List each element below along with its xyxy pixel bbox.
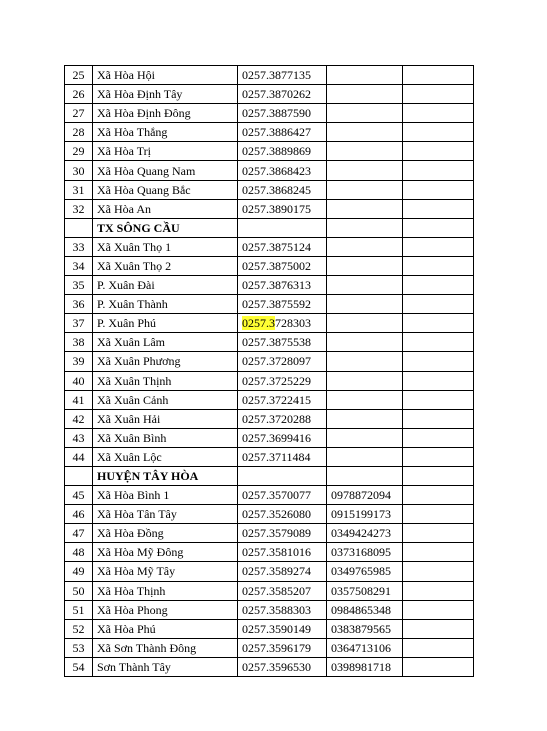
phone1-cell: 0257.3875538 — [238, 333, 327, 352]
note-cell — [403, 180, 474, 199]
note-cell — [403, 390, 474, 409]
unit-name-cell: Xã Hòa An — [93, 199, 238, 218]
unit-name-cell: Xã Hòa Định Tây — [93, 85, 238, 104]
unit-name-cell: Xã Xuân Thọ 1 — [93, 237, 238, 256]
phone1-cell — [238, 218, 327, 237]
table-row — [65, 142, 474, 161]
stt-cell: 54 — [65, 657, 93, 676]
phone1-cell: 0257.3588303 — [238, 600, 327, 619]
phone1-cell: 0257.3596179 — [238, 638, 327, 657]
stt-cell: 26 — [65, 85, 93, 104]
phone2-cell — [327, 180, 403, 199]
stt-cell: 47 — [65, 524, 93, 543]
unit-name-cell: Xã Xuân Lộc — [93, 447, 238, 466]
note-cell — [403, 256, 474, 275]
note-cell — [403, 371, 474, 390]
phone1-cell: 0257.3875124 — [238, 237, 327, 256]
table-row — [65, 657, 474, 676]
section-title: TX SÔNG CẦU — [93, 218, 238, 237]
unit-name-cell: Xã Hòa Đồng — [93, 524, 238, 543]
phone2-cell — [327, 237, 403, 256]
note-cell — [403, 543, 474, 562]
stt-cell: 43 — [65, 428, 93, 447]
unit-name-cell: Sơn Thành Tây — [93, 657, 238, 676]
stt-cell: 48 — [65, 543, 93, 562]
stt-cell: 33 — [65, 237, 93, 256]
phone1-cell: 0257.3711484 — [238, 447, 327, 466]
note-cell — [403, 352, 474, 371]
phone1-cell: 0257.3887590 — [238, 104, 327, 123]
unit-name-cell: Xã Hòa Định Đông — [93, 104, 238, 123]
unit-name-cell: P. Xuân Phú — [93, 314, 238, 333]
stt-cell: 52 — [65, 619, 93, 638]
phone1-cell — [238, 466, 327, 485]
stt-cell: 36 — [65, 295, 93, 314]
table-row — [65, 237, 474, 256]
unit-name-cell: Xã Xuân Lâm — [93, 333, 238, 352]
table-row — [65, 66, 474, 85]
phone1-cell: 0257.3890175 — [238, 199, 327, 218]
phone2-cell — [327, 409, 403, 428]
phone1-cell: 0257.3720288 — [238, 409, 327, 428]
phone2-cell — [327, 390, 403, 409]
unit-name-cell: Xã Hòa Tân Tây — [93, 505, 238, 524]
unit-name-cell: Xã Hòa Quang Bắc — [93, 180, 238, 199]
stt-cell: 46 — [65, 505, 93, 524]
phone2-cell — [327, 276, 403, 295]
table-row — [65, 562, 474, 581]
phone1-highlight: 0257.3 — [242, 316, 275, 331]
stt-cell: 39 — [65, 352, 93, 371]
stt-cell: 40 — [65, 371, 93, 390]
unit-name-cell: Xã Hòa Mỹ Đông — [93, 543, 238, 562]
unit-name-cell: P. Xuân Thành — [93, 295, 238, 314]
stt-cell: 29 — [65, 142, 93, 161]
table-row — [65, 505, 474, 524]
stt-cell: 50 — [65, 581, 93, 600]
section-title: HUYỆN TÂY HÒA — [93, 466, 238, 485]
phone2-cell — [327, 161, 403, 180]
note-cell — [403, 638, 474, 657]
section-header-row — [65, 218, 474, 237]
note-cell — [403, 314, 474, 333]
phone-directory-table — [64, 65, 474, 677]
phone2-cell — [327, 428, 403, 447]
stt-cell — [65, 466, 93, 485]
phone1-cell: 0257.3728097 — [238, 352, 327, 371]
note-cell — [403, 409, 474, 428]
table-row — [65, 524, 474, 543]
phone1-cell: 0257.3868423 — [238, 161, 327, 180]
stt-cell: 42 — [65, 409, 93, 428]
phone2-cell: 0915199173 — [327, 505, 403, 524]
table-row — [65, 390, 474, 409]
note-cell — [403, 486, 474, 505]
note-cell — [403, 218, 474, 237]
phone2-cell — [327, 256, 403, 275]
note-cell — [403, 85, 474, 104]
table-row — [65, 199, 474, 218]
note-cell — [403, 142, 474, 161]
note-cell — [403, 447, 474, 466]
table-row — [65, 85, 474, 104]
phone1-cell: 0257.3722415 — [238, 390, 327, 409]
unit-name-cell: Xã Xuân Thịnh — [93, 371, 238, 390]
phone2-cell: 0978872094 — [327, 486, 403, 505]
stt-cell: 53 — [65, 638, 93, 657]
unit-name-cell: Xã Hòa Thắng — [93, 123, 238, 142]
table-row — [65, 295, 474, 314]
phone1-cell: 0257.3579089 — [238, 524, 327, 543]
unit-name-cell: Xã Xuân Thọ 2 — [93, 256, 238, 275]
table-row — [65, 619, 474, 638]
phone2-cell: 0357508291 — [327, 581, 403, 600]
unit-name-cell: Xã Xuân Phương — [93, 352, 238, 371]
phone1-cell: 0257.3875592 — [238, 295, 327, 314]
phone1-cell: 0257.3699416 — [238, 428, 327, 447]
stt-cell: 34 — [65, 256, 93, 275]
note-cell — [403, 505, 474, 524]
phone1-rest: 728303 — [275, 316, 311, 331]
phone1-cell: 0257.3585207 — [238, 581, 327, 600]
phone2-cell — [327, 295, 403, 314]
phone2-cell — [327, 447, 403, 466]
phone2-cell — [327, 314, 403, 333]
stt-cell: 35 — [65, 276, 93, 295]
note-cell — [403, 66, 474, 85]
table-row — [65, 314, 474, 333]
stt-cell: 30 — [65, 161, 93, 180]
table-row — [65, 123, 474, 142]
note-cell — [403, 161, 474, 180]
unit-name-cell: P. Xuân Đài — [93, 276, 238, 295]
note-cell — [403, 581, 474, 600]
table-row — [65, 600, 474, 619]
stt-cell: 32 — [65, 199, 93, 218]
table-row — [65, 581, 474, 600]
phone2-cell: 0984865348 — [327, 600, 403, 619]
phone2-cell — [327, 85, 403, 104]
stt-cell: 44 — [65, 447, 93, 466]
table-row — [65, 447, 474, 466]
phone1-cell: 0257.3581016 — [238, 543, 327, 562]
stt-cell: 45 — [65, 486, 93, 505]
section-header-row — [65, 466, 474, 485]
phone2-cell — [327, 199, 403, 218]
phone1-cell: 0257.3526080 — [238, 505, 327, 524]
note-cell — [403, 562, 474, 581]
phone1-cell: 0257.3877135 — [238, 66, 327, 85]
phone2-cell: 0349424273 — [327, 524, 403, 543]
table-row — [65, 409, 474, 428]
table-row — [65, 104, 474, 123]
unit-name-cell: Xã Hòa Trị — [93, 142, 238, 161]
phone2-cell — [327, 333, 403, 352]
phone1-cell — [238, 314, 327, 333]
stt-cell: 27 — [65, 104, 93, 123]
note-cell — [403, 333, 474, 352]
phone2-cell — [327, 371, 403, 390]
unit-name-cell: Xã Sơn Thành Đông — [93, 638, 238, 657]
unit-name-cell: Xã Hòa Mỹ Tây — [93, 562, 238, 581]
phone2-cell: 0364713106 — [327, 638, 403, 657]
phone1-cell: 0257.3876313 — [238, 276, 327, 295]
note-cell — [403, 199, 474, 218]
note-cell — [403, 524, 474, 543]
phone2-cell — [327, 142, 403, 161]
phone2-cell — [327, 466, 403, 485]
table-row — [65, 256, 474, 275]
stt-cell: 31 — [65, 180, 93, 199]
phone1-cell: 0257.3590149 — [238, 619, 327, 638]
phone2-cell: 0349765985 — [327, 562, 403, 581]
unit-name-cell: Xã Hòa Thịnh — [93, 581, 238, 600]
table-row — [65, 638, 474, 657]
phone1-cell: 0257.3875002 — [238, 256, 327, 275]
note-cell — [403, 123, 474, 142]
note-cell — [403, 104, 474, 123]
phone2-cell: 0398981718 — [327, 657, 403, 676]
stt-cell: 38 — [65, 333, 93, 352]
stt-cell: 25 — [65, 66, 93, 85]
table-row — [65, 352, 474, 371]
unit-name-cell: Xã Hòa Phú — [93, 619, 238, 638]
phone2-cell: 0373168095 — [327, 543, 403, 562]
phone1-cell: 0257.3889869 — [238, 142, 327, 161]
note-cell — [403, 295, 474, 314]
table-row — [65, 428, 474, 447]
unit-name-cell: Xã Xuân Hải — [93, 409, 238, 428]
unit-name-cell: Xã Xuân Bình — [93, 428, 238, 447]
note-cell — [403, 428, 474, 447]
table-row — [65, 276, 474, 295]
stt-cell: 51 — [65, 600, 93, 619]
phone1-cell: 0257.3725229 — [238, 371, 327, 390]
note-cell — [403, 619, 474, 638]
unit-name-cell: Xã Hòa Hội — [93, 66, 238, 85]
table-row — [65, 371, 474, 390]
note-cell — [403, 600, 474, 619]
phone2-cell — [327, 104, 403, 123]
table-body — [65, 66, 474, 677]
phone2-cell — [327, 123, 403, 142]
unit-name-cell: Xã Hòa Bình 1 — [93, 486, 238, 505]
table-row — [65, 180, 474, 199]
phone1-cell: 0257.3596530 — [238, 657, 327, 676]
phone1-cell: 0257.3870262 — [238, 85, 327, 104]
stt-cell: 41 — [65, 390, 93, 409]
phone2-cell — [327, 352, 403, 371]
table-row — [65, 543, 474, 562]
table-row — [65, 161, 474, 180]
note-cell — [403, 237, 474, 256]
stt-cell: 28 — [65, 123, 93, 142]
note-cell — [403, 466, 474, 485]
phone1-cell: 0257.3886427 — [238, 123, 327, 142]
phone2-cell: 0383879565 — [327, 619, 403, 638]
phone1-cell: 0257.3589274 — [238, 562, 327, 581]
table-row — [65, 486, 474, 505]
unit-name-cell: Xã Hòa Quang Nam — [93, 161, 238, 180]
note-cell — [403, 657, 474, 676]
phone1-cell: 0257.3570077 — [238, 486, 327, 505]
stt-cell: 49 — [65, 562, 93, 581]
unit-name-cell: Xã Hòa Phong — [93, 600, 238, 619]
phone2-cell — [327, 66, 403, 85]
unit-name-cell: Xã Xuân Cảnh — [93, 390, 238, 409]
stt-cell — [65, 218, 93, 237]
stt-cell: 37 — [65, 314, 93, 333]
table-row — [65, 333, 474, 352]
phone1-cell: 0257.3868245 — [238, 180, 327, 199]
phone2-cell — [327, 218, 403, 237]
note-cell — [403, 276, 474, 295]
